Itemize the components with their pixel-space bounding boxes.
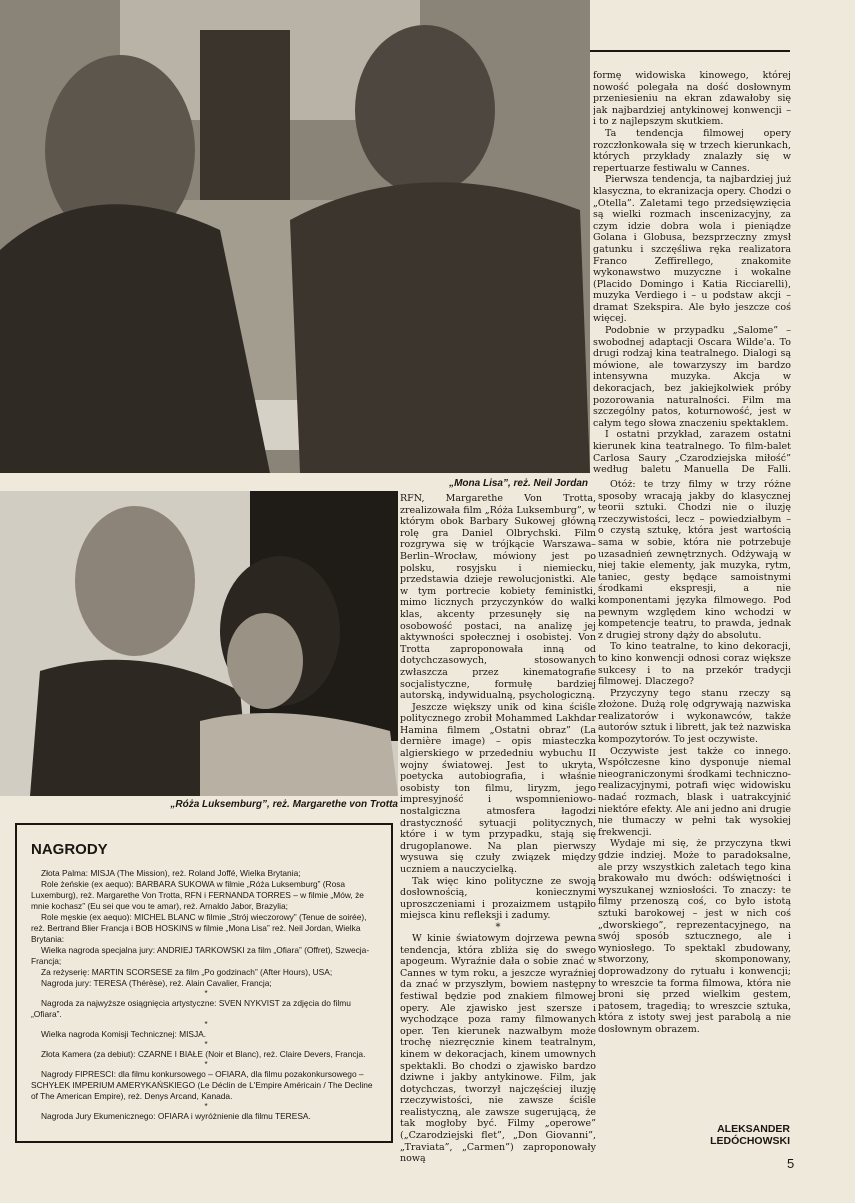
award-separator: * [204, 1060, 208, 1069]
award-entry: Nagroda za najwyższe osiągnięcia artystyczne: SVEN NYKVIST za zdjęcia do filmu „Ofiara”. [31, 998, 351, 1019]
paragraph: I ostatni przykład, zarazem ostatni kierunek kina teatralnego. To film-balet Carlosa Saury „Czarodziejska miłość” według baletu Manuella De Falli. [593, 429, 791, 475]
award-entry: Złota Palma: MISJA (The Mission), reż. Roland Joffé, Wielka Brytania; [41, 868, 301, 878]
award-entry: Role żeńskie (ex aequo): BARBARA SUKOWA w filmie „Róża Luksemburg” (Rosa Luxemburg), reż. Margarethe Von Trotta, RFN i FERNANDA TORRES – w filmie „Mów, że mnie kochasz” (Eu sei que vou te amar), reż. Arnaldo Jabor, Brazylia; [31, 879, 364, 911]
award-entry: Nagroda Jury Ekumenicznego: OFIARA i wyróżnienie dla filmu TERESA. [41, 1111, 311, 1121]
award-separator: * [204, 989, 208, 998]
award-entry: Za reżyserię: MARTIN SCORSESE za film „Po godzinach” (After Hours), USA; [41, 967, 333, 977]
caption-roza-luksemburg: „Róża Luksemburg”, reż. Margarethe von Trotta [170, 799, 398, 810]
caption-mona-lisa: „Mona Lisa”, reż. Neil Jordan [449, 478, 588, 489]
paragraph: Ta tendencja filmowej opery rozczłonkowała się w trzech kierunkach, których przykłady znalazły się w repertuarze festiwalu w Cannes. [593, 127, 791, 174]
paragraph: Tak więc kino polityczne ze swoją dosłownością, koniecznymi uproszczeniami i prozaizmem ustąpiło miejsca kinu refleksji i zadumy. [400, 875, 596, 922]
award-entry: Nagrody FIPRESCI: dla filmu konkursowego – OFIARA, dla filmu pozakonkursowego – SCHYŁEK IMPERIUM AMERYKAŃSKIEGO (Le Déclin de L'Empire Américain / The Decline of The American Empire), reż. Denys Arcand, Kanada. [31, 1069, 373, 1101]
photo-mona-lisa [0, 0, 590, 473]
awards-box [15, 823, 393, 1143]
paragraph: Pierwsza tendencja, ta najbardziej już klasyczna, to ekranizacja opery. Chodzi o „Otella”. Zaletami tego przedsięwzięcia są wielki rozmach inscenizacyjny, za czym idzie dobra wola i pieniądze Golana i Globusa, bezsprzeczny zmysł gatunku i szczęśliwa ręka realizatora Franco Zeffirellego, znakomite wykonawstwo muzyczne i wokalne (Placido Domingo i Katia Ricciarelli), muzyka Verdiego i – u podstaw akcji – dramat Szekspira. Ale było jeszcze coś więcej. [593, 174, 791, 325]
photo-roza-luksemburg-image [0, 491, 398, 796]
paragraph: Oczywiste jest także co innego. Współczesne kino dysponuje niemal nieograniczonymi środkami techniczno-realizacyjnymi, potrafi więc widowisku nadać rozmach, blask i uatrakcyjnić niektóre efekty. Ale ani jedno ani drugie nie tłumaczy w pełni tak wysokiej frekwencji. [598, 745, 791, 838]
award-separator: * [204, 1020, 208, 1029]
author-last-name: LEDÓCHOWSKI [710, 1135, 790, 1147]
author-byline [680, 1123, 790, 1147]
award-entry: Role męskie (ex aequo): MICHEL BLANC w filmie „Strój wieczorowy” (Tenue de soirée), reż. Bertrand Blier Francja i BOB HOSKINS w filmie „Mona Lisa” reż. Neil Jordan, Wielka Brytania: [31, 912, 367, 944]
paragraph: Przyczyny tego stanu rzeczy są złożone. Dużą rolę odgrywają nazwiska realizatorów i wykonawców, także autorów sztuk i librett, jak też nazwiska kompozytorów. To jest oczywiste. [598, 687, 791, 746]
awards-list [31, 868, 381, 1122]
paragraph: Podobnie w przypadku „Salome” – swobodnej adaptacji Oscara Wilde'a. To drugi rodzaj kina teatralnego. Dialogi są mówione, ale towarzyszy im bardzo intensywna muzyka. Akcja w dekoracjach, bez jakiejkolwiek próby pozorowania naturalności. Film ma szczególny patos, koturnowość, jest w całym tego słowa znaczeniu spektaklem. [593, 325, 791, 429]
paragraph: Otóż: te trzy filmy w trzy różne sposoby wracają jakby do klasycznej teorii sztuki. Chodzi nie o iluzję rzeczywistości, lecz – powiedziałbym – o czystą sztukę, która jest wartością sama w sobie, która nie potrzebuje uzasadnień zewnętrznych. Odżywają w niej takie elementy, jak muzyka, rytm, taniec, gesty będące samoistnymi środkami ekspresji, a nie komponentami języka filmowego. Pod pewnym względem kino wchodzi w kompetencje teatru, to prawda, jednak z drugiej strony dąży do absolutu. [598, 479, 791, 641]
paragraph: W kinie światowym dojrzewa pewna tendencja, która zbliża się do swego apogeum. Wyraźnie dała o sobie znać w Cannes w tym roku, a jeszcze wyraźniej da znać w przyszłym, bowiem następny festiwal będzie pod znakiem filmowej opery. Ale zjawisko jest szersze i wychodzące poza ramy filmowanych oper. Ten kierunek nazwałbym może trochę niezręcznie kinem teatralnym, kinem w dekoracjach, kinem umownych spektakli. Bo chodzi o zjawisko bardzo dziwne i jakby antykinowe. Film, jak dotychczas, tworzył najczęściej iluzję rzeczywistości, nie zawsze ściśle realistyczną, ale zawsze sugerującą, że tak mogłoby być. Filmy „operowe” („Czarodziejski flet”, „Don Giovanni”, „Traviata”, „Carmen”) zaproponowały nową [400, 932, 596, 1165]
award-entry: Wielka nagroda Komisji Technicznej: MISJA. [41, 1029, 207, 1039]
award-separator: * [204, 1040, 208, 1049]
award-entry: Złota Kamera (za debiut): CZARNE I BIAŁE (Noir et Blanc), reż. Claire Devers, Francja. [41, 1049, 366, 1059]
paragraph: RFN, Margarethe Von Trotta, zrealizowała film „Róża Luksemburg”, w którym obok Barbary Sukowej główną rolę gra Daniel Olbrychski. Film rozgrywa się w trójkącie Warszawa–Berlin–Wrocław, mówiony jest po polsku, rosyjsku i niemiecku, przedstawia dzieje rewolucjonistki. Ale w tym portrecie kobiety feministki, mimo licznych przyczynków do walki klas, akcenty przesunęły się na osobowość postaci, na analizę jej aktywności społecznej i osobistej. Von Trotta zaproponowała inną od dotychczasowych, stosowanych zwłaszcza przez kinematografie socjalistyczne, formułę bardziej autorską, indywidualną, psychologiczną. [400, 493, 596, 702]
photo-mona-lisa-image [0, 0, 590, 473]
paragraph: Wydaje mi się, że przyczyna tkwi gdzie indziej. Może to paradoksalne, ale przy wszystkich zaletach tego kina brakowało mu dwóch: odświętności i wyszukanej wzniosłości. To znaczy: te filmy przenoszą coś, co było istotą sztuki barokowej – jest w nich coś „dworskiego”, reprezentacyjnego, na swój sposób sztucznego, ale i wyniosłego. To spektakl zbudowany, stworzony, skomponowany, doprowadzony do rytuału i konwencji; to wreszcie ta forma filmowa, która nie broni się przed wielkim gestem, patosem, tragedią; to wreszcie sztuka, która z istoty swej jest parabolą a nie dosłownym obrazem. [598, 838, 791, 1035]
paragraph: formę widowiska kinowego, której nowość polegała na dość dosłownym przeniesieniu na ekran zdawałoby się jak najbardziej antykinowej konwencji – i to z najlepszym skutkiem. [593, 70, 791, 128]
awards-title: NAGRODY [31, 841, 108, 858]
award-entry: Wielka nagroda specjalna jury: ANDRIEJ TARKOWSKI za film „Ofiara” (Offret), Szwecja-Francja; [31, 945, 370, 966]
column-right [598, 479, 791, 1119]
top-rule [590, 50, 790, 52]
award-entry: Nagroda jury: TERESA (Thérèse), reż. Alain Cavalier, Francja; [41, 978, 272, 988]
award-separator: * [204, 1102, 208, 1111]
column-middle [400, 493, 596, 1168]
page-number: 5 [787, 1156, 795, 1171]
photo-roza-luksemburg [0, 491, 398, 796]
section-separator: * [495, 921, 501, 933]
author-first-name: ALEKSANDER [717, 1123, 790, 1135]
column-top-right [593, 70, 791, 475]
paragraph: Jeszcze większy unik od kina ściśle politycznego zrobił Mohammed Lakhdar Hamina filmem „Ostatni obraz” (La dernière image) – opis miasteczka algierskiego w przededniu wybuchu II wojny światowej. Jest to ukryta, poetycka autobiografia, i właśnie osobisty ton filmu, liryzm, jego impresyjność i wspomnieniowo-nostalgiczna atmosfera łagodzi drastyczność sytuacji politycznych, które i w tym przypadku, stają się drugoplanowe. Na plan pierwszy wysuwa się czuły związek między uczniem a nauczycielką. [400, 701, 596, 875]
paragraph: To kino teatralne, to kino dekoracji, to kino konwencji odnosi coraz większe sukcesy i to na przekór tradycji filmowej. Dlaczego? [598, 641, 791, 688]
